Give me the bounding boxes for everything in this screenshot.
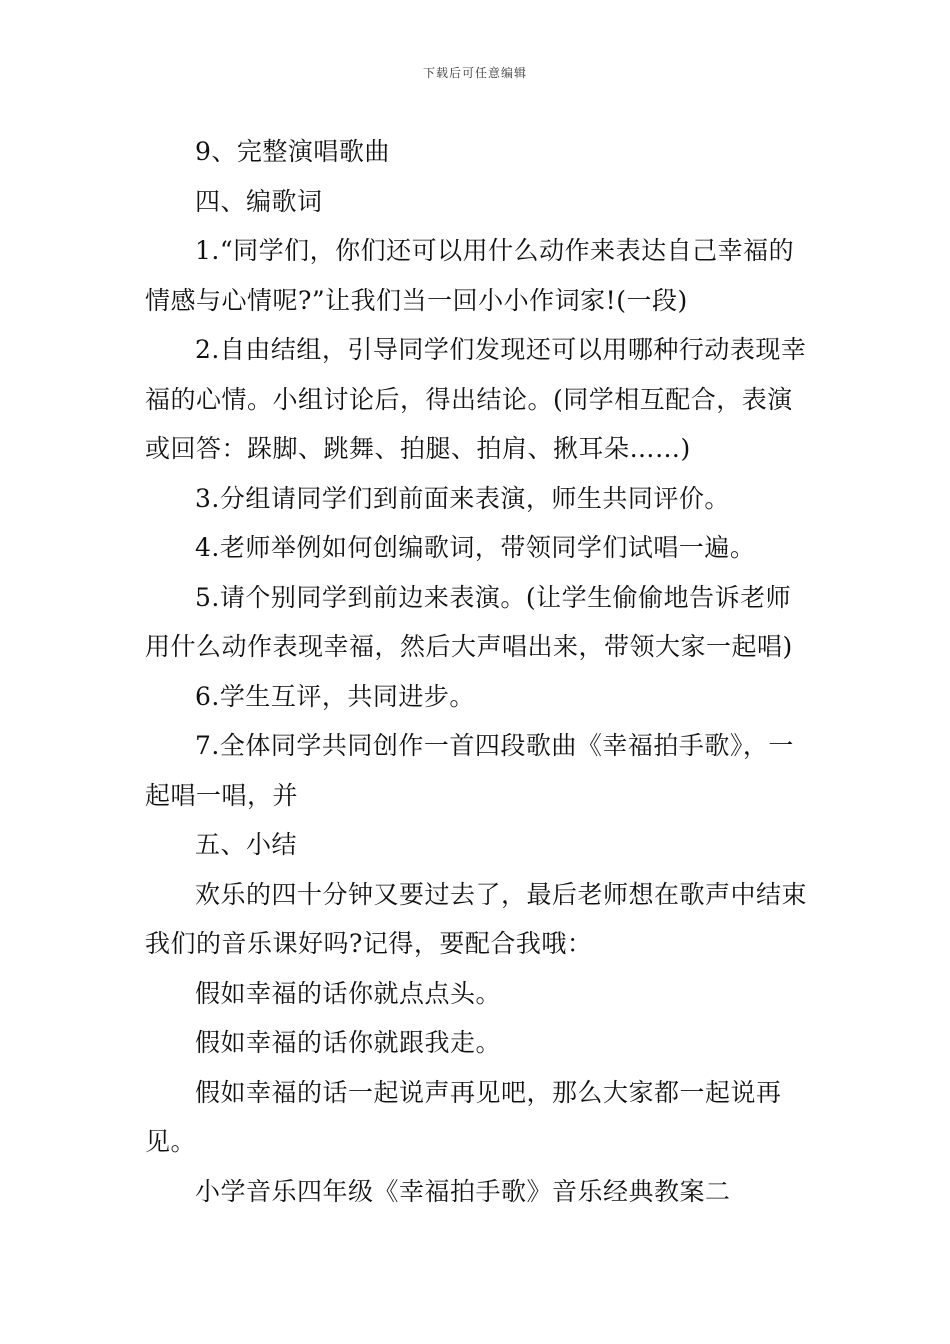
paragraph-lyrics-2: 2.自由结组，引导同学们发现还可以用哪种行动表现幸福的心情。小组讨论后，得出结论。(同学相互配合，表演或回答：跺脚、跳舞、拍腿、拍肩、揪耳朵……) [145, 335, 807, 463]
paragraph-verse-3: 假如幸福的话一起说声再见吧，那么大家都一起说再见。 [145, 1077, 782, 1156]
paragraph-summary: 欢乐的四十分钟又要过去了，最后老师想在歌声中结束我们的音乐课好吗?记得，要配合我哦： [145, 879, 808, 958]
paragraph-lyrics-4: 4.老师举例如何创编歌词，带领同学们试唱一遍。 [195, 533, 756, 562]
paragraph-lyrics-6: 6.学生互评，共同进步。 [195, 681, 475, 711]
section-heading-4: 四、编歌词 [195, 186, 323, 216]
paragraph-lyrics-5: 5.请个别同学到前边来表演。(让学生偷偷地告诉老师用什么动作表现幸福，然后大声唱出来，带领大家一起唱) [145, 582, 793, 661]
paragraph-lyrics-1: 1.“同学们，你们还可以用什么动作来表达自己幸福的情感与心情呢?”让我们当一回小小作词家!(一段) [145, 236, 795, 315]
document-body [145, 127, 810, 1216]
paragraph-step-9: 9、完整演唱歌曲 [195, 137, 390, 166]
paragraph-lyrics-7: 7.全体同学共同创作一首四段歌曲《幸福拍手歌》，一起唱一唱，并 [145, 731, 794, 810]
section-heading-5: 五、小结 [195, 830, 298, 859]
paragraph-verse-2: 假如幸福的话你就跟我走。 [195, 1028, 502, 1057]
paragraph-lyrics-3: 3.分组请同学们到前面来表演，师生共同评价。 [195, 483, 730, 513]
next-lesson-title: 小学音乐四年级《幸福拍手歌》音乐经典教案二 [195, 1176, 731, 1206]
paragraph-verse-1: 假如幸福的话你就点点头。 [195, 978, 502, 1008]
page-header-note: 下载后可任意编辑 [422, 66, 527, 80]
